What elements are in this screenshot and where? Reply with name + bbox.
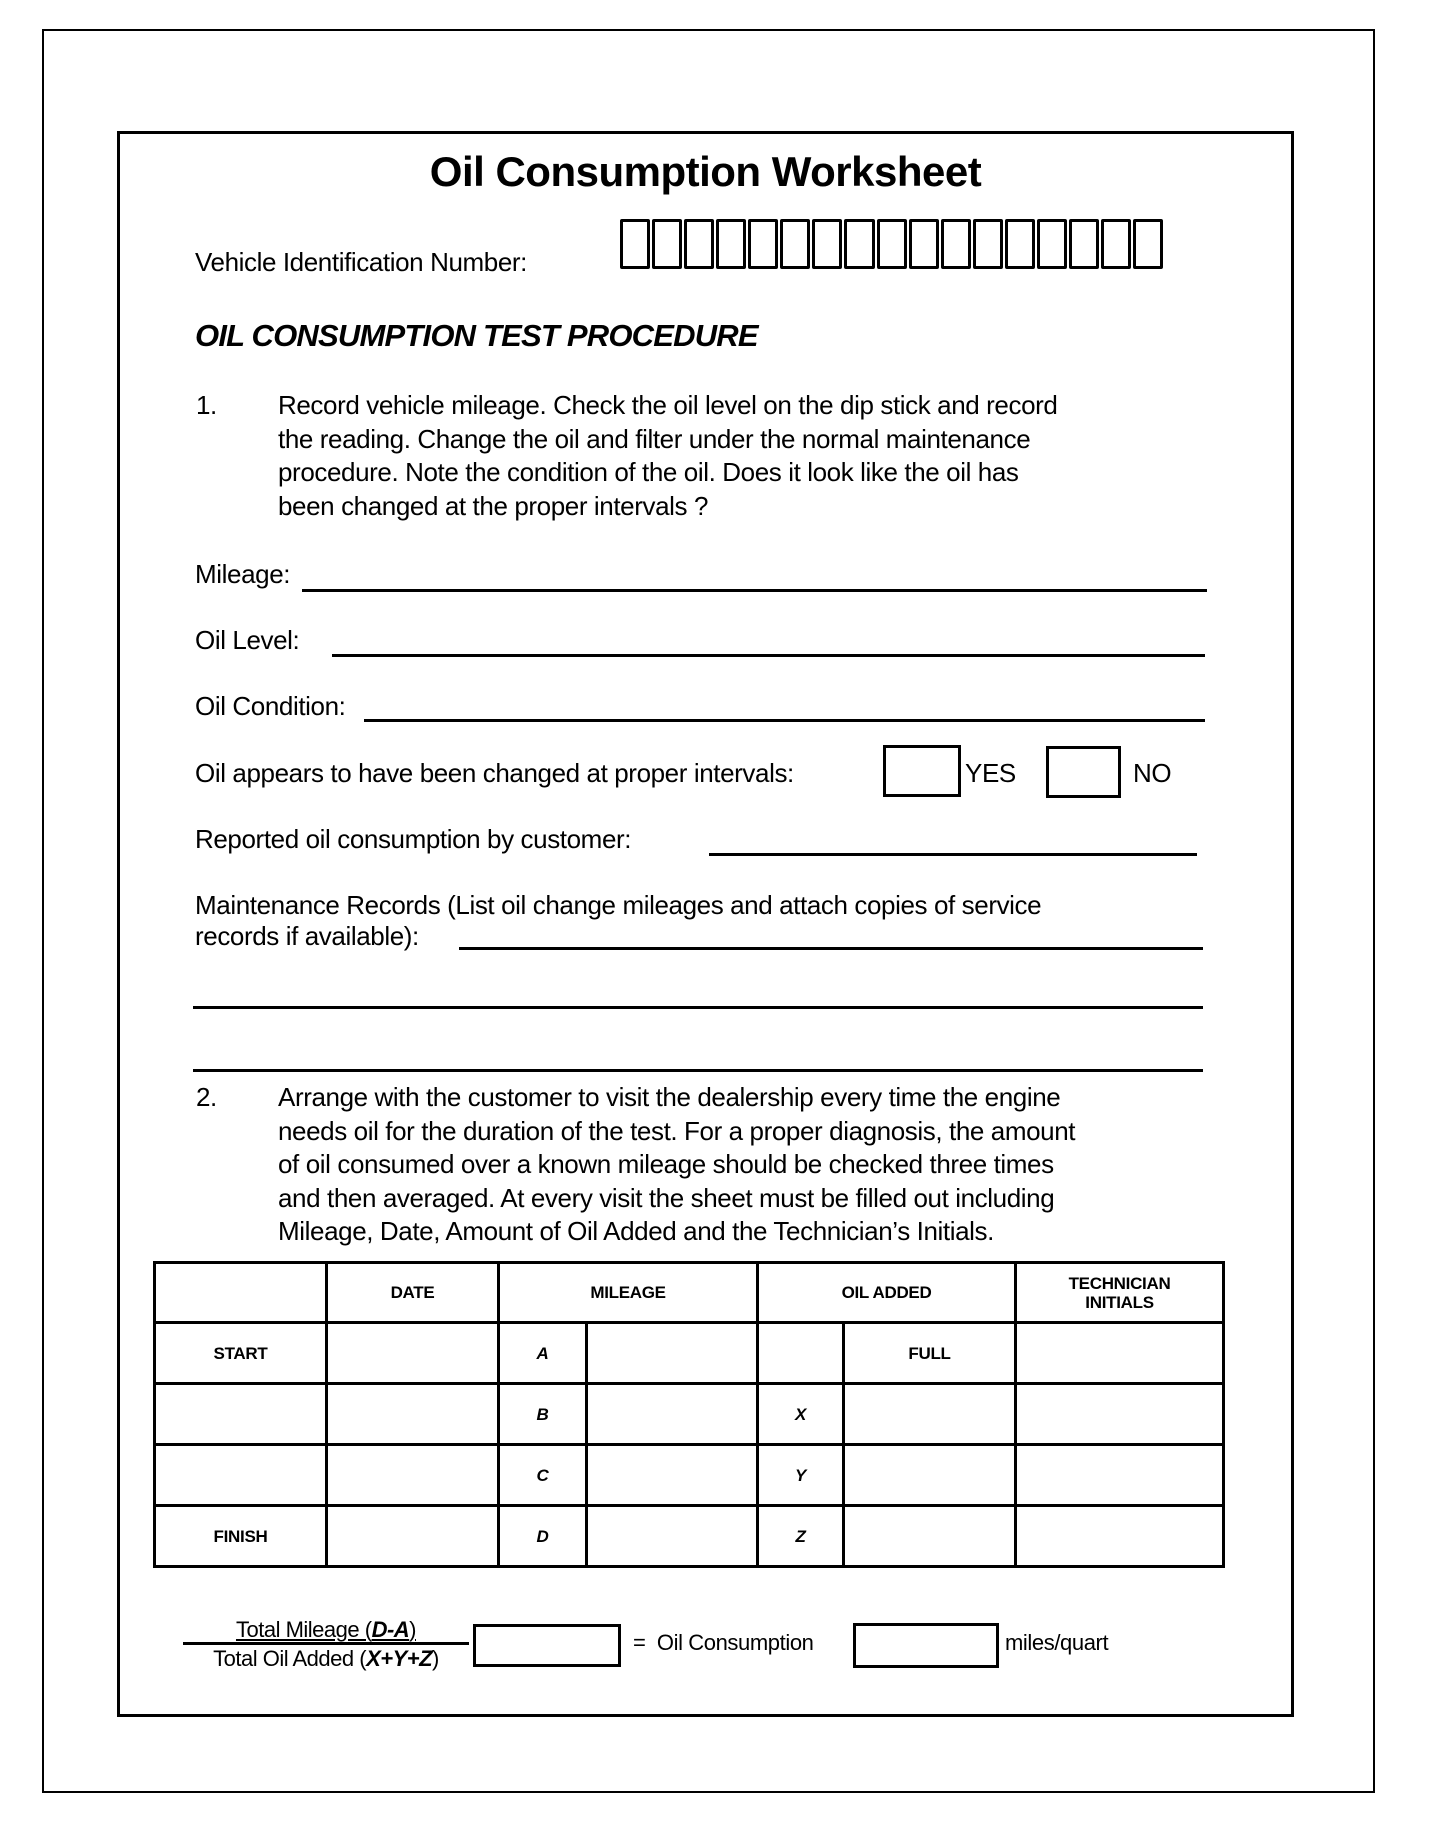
- table-header-row: [155, 1263, 1224, 1323]
- initials-cell[interactable]: [1016, 1445, 1224, 1506]
- denominator-text: Total Oil Added (: [213, 1646, 367, 1671]
- proper-intervals-label: Oil appears to have been changed at proper intervals:: [195, 758, 794, 788]
- ratio-input-box[interactable]: [473, 1624, 621, 1667]
- step1-line: Record vehicle mileage. Check the oil level on the dip stick and record: [278, 390, 1058, 420]
- step1-text: [278, 389, 1238, 523]
- step1-line: been changed at the proper intervals ?: [278, 490, 708, 521]
- mileage-cell[interactable]: [587, 1384, 758, 1445]
- date-cell[interactable]: [327, 1323, 499, 1384]
- equals-oil-consumption-label: = Oil Consumption: [633, 1630, 814, 1655]
- mileage-cell[interactable]: [587, 1323, 758, 1384]
- vin-char-box[interactable]: [941, 219, 971, 269]
- worksheet-title: Oil Consumption Worksheet: [429, 148, 982, 195]
- vin-char-box[interactable]: [620, 219, 650, 269]
- vin-char-box[interactable]: [844, 219, 874, 269]
- table-row: [155, 1445, 1224, 1506]
- numerator-close: ): [409, 1617, 416, 1642]
- vin-char-box[interactable]: [909, 219, 939, 269]
- oil-added-cell[interactable]: [844, 1506, 1016, 1567]
- vin-char-box[interactable]: [1005, 219, 1035, 269]
- procedure-heading: OIL CONSUMPTION TEST PROCEDURE: [195, 318, 758, 353]
- initials-cell[interactable]: [1016, 1323, 1224, 1384]
- oil-level-label: Oil Level:: [195, 625, 300, 655]
- vin-input-boxes[interactable]: [620, 219, 1163, 269]
- oil-level-field[interactable]: [332, 654, 1205, 657]
- formula-numerator: [183, 1618, 469, 1642]
- vin-char-box[interactable]: [652, 219, 682, 269]
- formula-denominator: [183, 1647, 469, 1671]
- initials-cell[interactable]: [1016, 1384, 1224, 1445]
- row-label: FINISH: [155, 1506, 327, 1567]
- vin-label: Vehicle Identification Number:: [195, 247, 527, 277]
- date-cell[interactable]: [327, 1506, 499, 1567]
- maintenance-records-field-line2[interactable]: [193, 1006, 1203, 1009]
- header-technician-line1: TECHNICIAN: [1068, 1273, 1171, 1293]
- step2-line: of oil consumed over a known mileage should be checked three times: [278, 1149, 1054, 1179]
- maintenance-records-field-line1[interactable]: [459, 947, 1203, 950]
- reported-consumption-field[interactable]: [709, 853, 1197, 856]
- header-date: DATE: [327, 1263, 499, 1323]
- mileage-cell[interactable]: [587, 1506, 758, 1567]
- denominator-vars: X+Y+Z: [366, 1646, 433, 1671]
- vin-char-box[interactable]: [1069, 219, 1099, 269]
- oil-key: [758, 1323, 844, 1384]
- denominator-close: ): [432, 1646, 439, 1671]
- mileage-key: B: [499, 1384, 587, 1445]
- step2-line: and then averaged. At every visit the sheet must be filled out including: [278, 1182, 1055, 1213]
- mileage-label: Mileage:: [195, 559, 291, 589]
- maintenance-records-field-line3[interactable]: [193, 1069, 1203, 1072]
- oil-log-table: [153, 1261, 1225, 1568]
- vin-char-box[interactable]: [1101, 219, 1131, 269]
- oil-added-cell[interactable]: [844, 1445, 1016, 1506]
- vin-char-box[interactable]: [877, 219, 907, 269]
- row-label: START: [155, 1323, 327, 1384]
- oil-key: Z: [758, 1506, 844, 1567]
- step1-line: the reading. Change the oil and filter under the normal maintenance: [278, 423, 1031, 454]
- fraction-bar: [183, 1642, 469, 1645]
- header-oil-added: OIL ADDED: [758, 1263, 1016, 1323]
- step2-line: Arrange with the customer to visit the dealership every time the engine: [278, 1082, 1061, 1112]
- table-row: [155, 1384, 1224, 1445]
- header-technician-initials: [1016, 1263, 1224, 1323]
- numerator-vars: D-A: [371, 1617, 410, 1642]
- header-blank: [155, 1263, 327, 1323]
- step2-line: Mileage, Date, Amount of Oil Added and the Technician’s Initials.: [278, 1216, 994, 1246]
- vin-char-box[interactable]: [973, 219, 1003, 269]
- vin-char-box[interactable]: [716, 219, 746, 269]
- mileage-field[interactable]: [302, 589, 1207, 592]
- row-label: [155, 1384, 327, 1445]
- mileage-cell[interactable]: [587, 1445, 758, 1506]
- table-row: [155, 1506, 1224, 1567]
- header-mileage: MILEAGE: [499, 1263, 758, 1323]
- date-cell[interactable]: [327, 1445, 499, 1506]
- vin-char-box[interactable]: [684, 219, 714, 269]
- mileage-key: D: [499, 1506, 587, 1567]
- mileage-key: A: [499, 1323, 587, 1384]
- table-row: [155, 1323, 1224, 1384]
- vin-char-box[interactable]: [1037, 219, 1067, 269]
- vin-char-box[interactable]: [812, 219, 842, 269]
- step1-line: procedure. Note the condition of the oil. Does it look like the oil has: [278, 457, 1019, 487]
- no-checkbox[interactable]: [1046, 746, 1121, 798]
- no-label: NO: [1133, 758, 1172, 788]
- step2-text: [278, 1081, 1248, 1249]
- mileage-key: C: [499, 1445, 587, 1506]
- oil-condition-label: Oil Condition:: [195, 691, 346, 721]
- step1-number: 1.: [196, 390, 217, 420]
- reported-consumption-label: Reported oil consumption by customer:: [195, 824, 632, 854]
- vin-char-box[interactable]: [748, 219, 778, 269]
- step2-line: needs oil for the duration of the test. For a proper diagnosis, the amount: [278, 1115, 1076, 1146]
- vin-char-box[interactable]: [1133, 219, 1163, 269]
- initials-cell[interactable]: [1016, 1506, 1224, 1567]
- date-cell[interactable]: [327, 1384, 499, 1445]
- maintenance-records-label-line1: Maintenance Records (List oil change mileages and attach copies of service: [195, 890, 1042, 920]
- oil-key: Y: [758, 1445, 844, 1506]
- oil-key: X: [758, 1384, 844, 1445]
- header-technician-line2: INITIALS: [1085, 1292, 1154, 1312]
- oil-consumption-result-box[interactable]: [853, 1623, 999, 1668]
- numerator-text: Total Mileage (: [235, 1617, 372, 1642]
- unit-label: miles/quart: [1005, 1630, 1109, 1655]
- maintenance-records-label-line2: records if available):: [195, 921, 419, 951]
- step2-number: 2.: [196, 1082, 217, 1112]
- vin-char-box[interactable]: [780, 219, 810, 269]
- oil-condition-field[interactable]: [364, 719, 1205, 722]
- yes-label: YES: [965, 758, 1016, 788]
- oil-added-cell: FULL: [844, 1323, 1016, 1384]
- row-label: [155, 1445, 327, 1506]
- yes-checkbox[interactable]: [883, 745, 961, 797]
- oil-added-cell[interactable]: [844, 1384, 1016, 1445]
